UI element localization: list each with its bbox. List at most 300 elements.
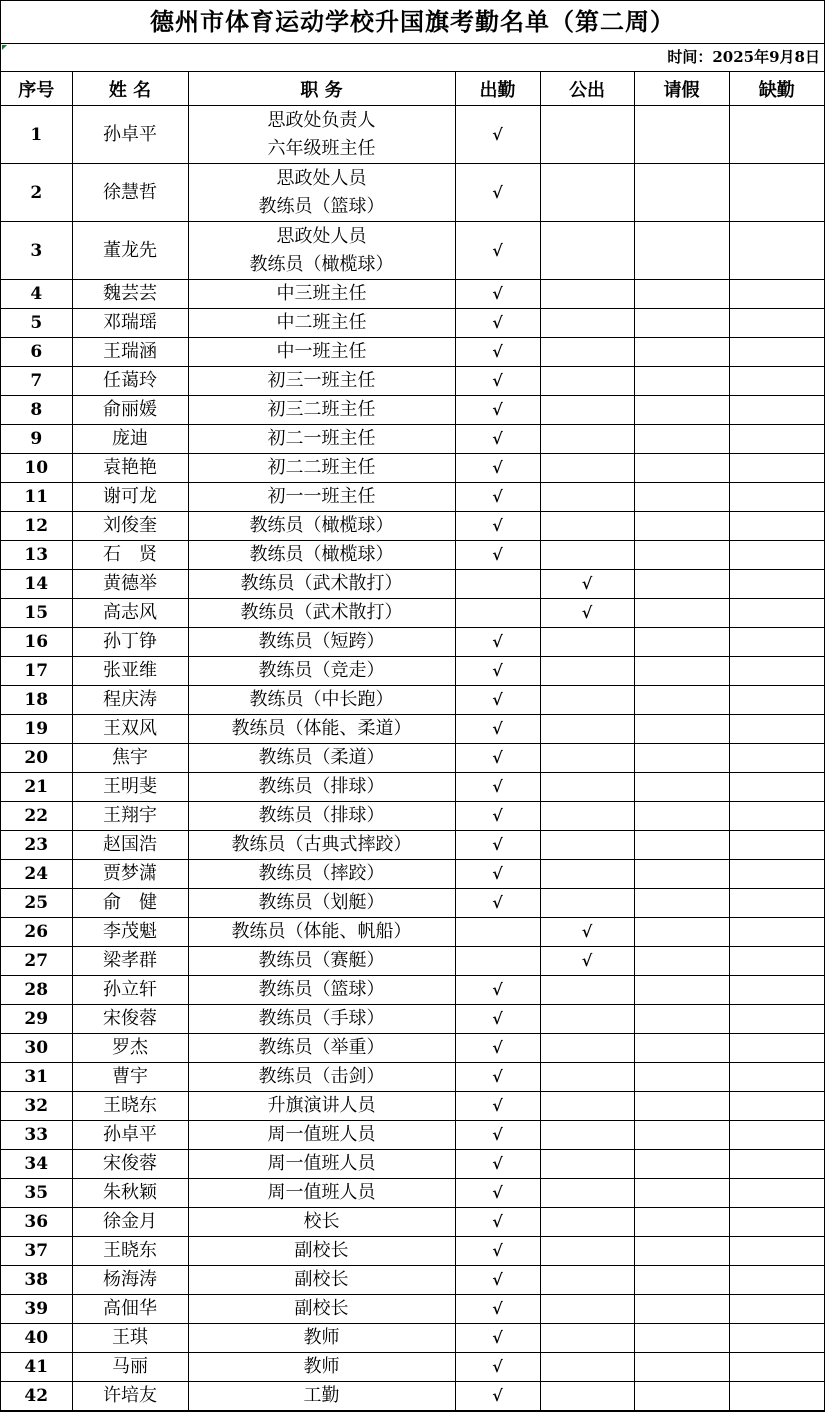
attend-cell: √ (455, 1005, 540, 1034)
role-line: 教练员（划艇） (258, 892, 385, 913)
absent-cell (729, 396, 824, 425)
role-line: 教练员（武术散打） (240, 573, 403, 594)
person-name: 高志风 (72, 599, 188, 628)
leave-cell (634, 106, 729, 164)
table-row (1, 1063, 824, 1092)
role-line: 教练员（摔跤） (258, 863, 385, 884)
absent-cell (729, 628, 824, 657)
leave-cell (634, 918, 729, 947)
out-cell (540, 338, 634, 367)
person-name: 孙卓平 (72, 106, 188, 164)
person-role (188, 628, 455, 657)
attend-cell: √ (455, 425, 540, 454)
absent-cell (729, 1063, 824, 1092)
person-name: 宋俊蓉 (72, 1005, 188, 1034)
attend-cell: √ (455, 1034, 540, 1063)
attend-cell: √ (455, 889, 540, 918)
table-row (1, 599, 824, 628)
leave-cell (634, 309, 729, 338)
row-number: 20 (1, 744, 72, 773)
person-name: 王翔宇 (72, 802, 188, 831)
person-name: 王瑞涵 (72, 338, 188, 367)
table-row (1, 918, 824, 947)
table-row (1, 1005, 824, 1034)
person-name: 高佃华 (72, 1295, 188, 1324)
person-name: 董龙先 (72, 222, 188, 280)
out-cell: √ (540, 918, 634, 947)
table-row (1, 106, 824, 164)
row-number: 9 (1, 425, 72, 454)
role-line: 教练员（篮球） (258, 195, 385, 217)
row-number: 15 (1, 599, 72, 628)
table-row (1, 976, 824, 1005)
row-number: 39 (1, 1295, 72, 1324)
person-name: 石 贤 (72, 541, 188, 570)
out-cell: √ (540, 570, 634, 599)
leave-cell (634, 512, 729, 541)
out-cell (540, 454, 634, 483)
table-row (1, 1150, 824, 1179)
absent-cell (729, 1266, 824, 1295)
leave-cell (634, 831, 729, 860)
person-name: 宋俊蓉 (72, 1150, 188, 1179)
person-name: 马丽 (72, 1353, 188, 1382)
person-role (188, 1121, 455, 1150)
out-cell (540, 106, 634, 164)
person-role (188, 454, 455, 483)
person-role (188, 1179, 455, 1208)
attend-cell: √ (455, 976, 540, 1005)
absent-cell (729, 1034, 824, 1063)
header-name: 姓 名 (72, 72, 188, 106)
person-name: 曹宇 (72, 1063, 188, 1092)
person-role (188, 164, 455, 222)
attend-cell: √ (455, 1063, 540, 1092)
person-name: 任蔼玲 (72, 367, 188, 396)
person-name: 孙丁铮 (72, 628, 188, 657)
out-cell (540, 1382, 634, 1411)
person-role (188, 338, 455, 367)
attend-cell (455, 918, 540, 947)
out-cell (540, 425, 634, 454)
absent-cell (729, 1005, 824, 1034)
row-number: 40 (1, 1324, 72, 1353)
person-role (188, 1324, 455, 1353)
leave-cell (634, 744, 729, 773)
absent-cell (729, 106, 824, 164)
leave-cell (634, 860, 729, 889)
person-name: 徐金月 (72, 1208, 188, 1237)
table-row (1, 1208, 824, 1237)
person-role (188, 483, 455, 512)
attend-cell: √ (455, 773, 540, 802)
row-number: 19 (1, 715, 72, 744)
leave-cell (634, 657, 729, 686)
person-name: 贾梦潇 (72, 860, 188, 889)
header-absent: 缺勤 (729, 72, 824, 106)
person-role (188, 599, 455, 628)
person-name: 魏芸芸 (72, 280, 188, 309)
role-line: 教练员（击剑） (258, 1066, 385, 1087)
table-row (1, 1034, 824, 1063)
person-name: 程庆涛 (72, 686, 188, 715)
row-number: 42 (1, 1382, 72, 1411)
leave-cell (634, 222, 729, 280)
out-cell (540, 860, 634, 889)
table-row (1, 1295, 824, 1324)
absent-cell (729, 164, 824, 222)
table-row (1, 309, 824, 338)
attend-cell: √ (455, 541, 540, 570)
row-number: 34 (1, 1150, 72, 1179)
leave-cell (634, 1237, 729, 1266)
table-row (1, 222, 824, 280)
person-role (188, 918, 455, 947)
attend-cell: √ (455, 396, 540, 425)
attend-cell: √ (455, 1179, 540, 1208)
role-line: 教练员（中长跑） (249, 689, 394, 710)
role-line: 中二班主任 (276, 312, 367, 333)
out-cell (540, 773, 634, 802)
person-role (188, 773, 455, 802)
person-role (188, 860, 455, 889)
role-line: 初二二班主任 (267, 457, 376, 478)
role-line: 教练员（篮球） (258, 979, 385, 1000)
table-row (1, 280, 824, 309)
row-number: 28 (1, 976, 72, 1005)
absent-cell (729, 1324, 824, 1353)
leave-cell (634, 628, 729, 657)
row-number: 2 (1, 164, 72, 222)
leave-cell (634, 483, 729, 512)
attend-cell: √ (455, 628, 540, 657)
leave-cell (634, 599, 729, 628)
row-number: 26 (1, 918, 72, 947)
row-number: 12 (1, 512, 72, 541)
absent-cell (729, 918, 824, 947)
attend-cell: √ (455, 1208, 540, 1237)
table-row (1, 947, 824, 976)
leave-cell (634, 1179, 729, 1208)
row-number: 14 (1, 570, 72, 599)
out-cell (540, 628, 634, 657)
person-name: 王晓东 (72, 1092, 188, 1121)
leave-cell (634, 889, 729, 918)
table-row (1, 425, 824, 454)
absent-cell (729, 425, 824, 454)
row-number: 13 (1, 541, 72, 570)
role-line: 校长 (303, 1211, 340, 1232)
header-row (1, 72, 824, 106)
absent-cell (729, 889, 824, 918)
header-out: 公出 (540, 72, 634, 106)
row-number: 10 (1, 454, 72, 483)
out-cell (540, 1121, 634, 1150)
person-role (188, 1150, 455, 1179)
role-line: 教练员（排球） (258, 776, 385, 797)
absent-cell (729, 976, 824, 1005)
absent-cell (729, 222, 824, 280)
table-row (1, 1092, 824, 1121)
header-leave: 请假 (634, 72, 729, 106)
absent-cell (729, 686, 824, 715)
person-role (188, 1034, 455, 1063)
leave-cell (634, 164, 729, 222)
person-name: 徐慧哲 (72, 164, 188, 222)
attend-cell: √ (455, 744, 540, 773)
role-line: 中一班主任 (276, 341, 367, 362)
attend-cell: √ (455, 1266, 540, 1295)
table-row (1, 1266, 824, 1295)
out-cell (540, 744, 634, 773)
attend-cell: √ (455, 483, 540, 512)
leave-cell (634, 947, 729, 976)
table-row (1, 802, 824, 831)
header-role: 职 务 (188, 72, 455, 106)
leave-cell (634, 1208, 729, 1237)
person-name: 李茂魁 (72, 918, 188, 947)
person-name: 罗杰 (72, 1034, 188, 1063)
person-name: 俞 健 (72, 889, 188, 918)
attend-cell: √ (455, 367, 540, 396)
person-role (188, 309, 455, 338)
leave-cell (634, 280, 729, 309)
leave-cell (634, 1092, 729, 1121)
table-row (1, 396, 824, 425)
absent-cell (729, 802, 824, 831)
leave-cell (634, 976, 729, 1005)
attend-cell: √ (455, 106, 540, 164)
absent-cell (729, 831, 824, 860)
person-role (188, 1063, 455, 1092)
role-line: 副校长 (294, 1298, 349, 1319)
out-cell (540, 309, 634, 338)
person-role (188, 1005, 455, 1034)
out-cell (540, 541, 634, 570)
leave-cell (634, 1005, 729, 1034)
role-line: 教练员（体能、柔道） (231, 718, 412, 739)
row-number: 24 (1, 860, 72, 889)
table-body (1, 106, 824, 1411)
attend-cell: √ (455, 802, 540, 831)
role-line: 教练员（橄榄球） (249, 253, 394, 275)
role-line: 教师 (303, 1356, 340, 1377)
row-number: 31 (1, 1063, 72, 1092)
person-role (188, 512, 455, 541)
person-role (188, 686, 455, 715)
absent-cell (729, 1092, 824, 1121)
absent-cell (729, 773, 824, 802)
role-line: 教练员（古典式摔跤） (231, 834, 412, 855)
attend-cell: √ (455, 860, 540, 889)
table-row (1, 744, 824, 773)
row-number: 11 (1, 483, 72, 512)
attend-cell: √ (455, 1324, 540, 1353)
row-number: 21 (1, 773, 72, 802)
role-line: 副校长 (294, 1269, 349, 1290)
person-name: 赵国浩 (72, 831, 188, 860)
person-name: 谢可龙 (72, 483, 188, 512)
absent-cell (729, 947, 824, 976)
row-number: 6 (1, 338, 72, 367)
person-role (188, 657, 455, 686)
leave-cell (634, 1063, 729, 1092)
person-role (188, 1092, 455, 1121)
row-number: 18 (1, 686, 72, 715)
out-cell (540, 1034, 634, 1063)
person-role (188, 1382, 455, 1411)
leave-cell (634, 1295, 729, 1324)
person-role (188, 1295, 455, 1324)
person-role (188, 976, 455, 1005)
role-line: 教练员（举重） (258, 1037, 385, 1058)
person-role (188, 222, 455, 280)
table-row (1, 889, 824, 918)
attend-cell: √ (455, 657, 540, 686)
person-name: 梁孝群 (72, 947, 188, 976)
leave-cell (634, 338, 729, 367)
role-line: 副校长 (294, 1240, 349, 1261)
out-cell: √ (540, 947, 634, 976)
row-number: 33 (1, 1121, 72, 1150)
out-cell (540, 657, 634, 686)
role-line: 六年级班主任 (267, 137, 376, 159)
absent-cell (729, 512, 824, 541)
table-row (1, 1237, 824, 1266)
out-cell (540, 222, 634, 280)
person-role (188, 280, 455, 309)
role-line: 教练员（体能、帆船） (231, 921, 412, 942)
person-role (188, 425, 455, 454)
person-name: 许培友 (72, 1382, 188, 1411)
person-role (188, 106, 455, 164)
out-cell (540, 512, 634, 541)
table-row (1, 628, 824, 657)
out-cell (540, 483, 634, 512)
role-line: 思政处负责人 (267, 109, 376, 131)
person-role (188, 541, 455, 570)
date-label: 时间：2025年9月8日 (667, 48, 820, 66)
absent-cell (729, 1237, 824, 1266)
role-line: 周一值班人员 (267, 1153, 376, 1174)
person-name: 王琪 (72, 1324, 188, 1353)
out-cell (540, 686, 634, 715)
header-attend: 出勤 (455, 72, 540, 106)
leave-cell (634, 367, 729, 396)
out-cell (540, 802, 634, 831)
out-cell (540, 396, 634, 425)
leave-cell (634, 1353, 729, 1382)
role-line: 初二一班主任 (267, 428, 376, 449)
leave-cell (634, 715, 729, 744)
attend-cell: √ (455, 1121, 540, 1150)
out-cell (540, 1266, 634, 1295)
out-cell (540, 1150, 634, 1179)
person-role (188, 889, 455, 918)
out-cell (540, 1005, 634, 1034)
table-row (1, 715, 824, 744)
attend-cell: √ (455, 1382, 540, 1411)
role-line: 升旗演讲人员 (267, 1095, 376, 1116)
attend-cell: √ (455, 686, 540, 715)
role-line: 教练员（短跨） (258, 631, 385, 652)
row-number: 36 (1, 1208, 72, 1237)
person-name: 邓瑞瑶 (72, 309, 188, 338)
table-row (1, 831, 824, 860)
table-row (1, 1353, 824, 1382)
sheet-title: 德州市体育运动学校升国旗考勤名单（第二周） (1, 1, 824, 44)
table-row (1, 483, 824, 512)
absent-cell (729, 599, 824, 628)
person-name: 张亚维 (72, 657, 188, 686)
absent-cell (729, 280, 824, 309)
table-row (1, 541, 824, 570)
out-cell (540, 715, 634, 744)
row-number: 27 (1, 947, 72, 976)
out-cell (540, 1179, 634, 1208)
person-name: 朱秋颖 (72, 1179, 188, 1208)
attend-cell: √ (455, 1295, 540, 1324)
role-line: 教练员（武术散打） (240, 602, 403, 623)
attend-cell: √ (455, 309, 540, 338)
leave-cell (634, 570, 729, 599)
row-number: 38 (1, 1266, 72, 1295)
attend-cell: √ (455, 512, 540, 541)
table-row (1, 454, 824, 483)
attend-cell: √ (455, 715, 540, 744)
row-number: 37 (1, 1237, 72, 1266)
absent-cell (729, 860, 824, 889)
person-name: 王明斐 (72, 773, 188, 802)
row-number: 1 (1, 106, 72, 164)
role-line: 周一值班人员 (267, 1182, 376, 1203)
cell-comment-marker (2, 45, 7, 50)
role-line: 工勤 (303, 1385, 340, 1406)
out-cell (540, 1063, 634, 1092)
out-cell: √ (540, 599, 634, 628)
attend-cell: √ (455, 1353, 540, 1382)
absent-cell (729, 1179, 824, 1208)
absent-cell (729, 744, 824, 773)
attendance-table (1, 72, 824, 1411)
table-row (1, 1121, 824, 1150)
role-line: 教练员（排球） (258, 805, 385, 826)
person-role (188, 715, 455, 744)
person-role (188, 744, 455, 773)
out-cell (540, 976, 634, 1005)
table-row (1, 338, 824, 367)
person-role (188, 1266, 455, 1295)
out-cell (540, 1092, 634, 1121)
out-cell (540, 1295, 634, 1324)
absent-cell (729, 1121, 824, 1150)
row-number: 32 (1, 1092, 72, 1121)
leave-cell (634, 802, 729, 831)
row-number: 4 (1, 280, 72, 309)
row-number: 29 (1, 1005, 72, 1034)
absent-cell (729, 715, 824, 744)
leave-cell (634, 686, 729, 715)
attend-cell: √ (455, 164, 540, 222)
person-name: 庞迪 (72, 425, 188, 454)
row-number: 23 (1, 831, 72, 860)
role-line: 初三一班主任 (267, 370, 376, 391)
person-role (188, 367, 455, 396)
person-name: 刘俊奎 (72, 512, 188, 541)
row-number: 22 (1, 802, 72, 831)
role-line: 中三班主任 (276, 283, 367, 304)
out-cell (540, 1208, 634, 1237)
